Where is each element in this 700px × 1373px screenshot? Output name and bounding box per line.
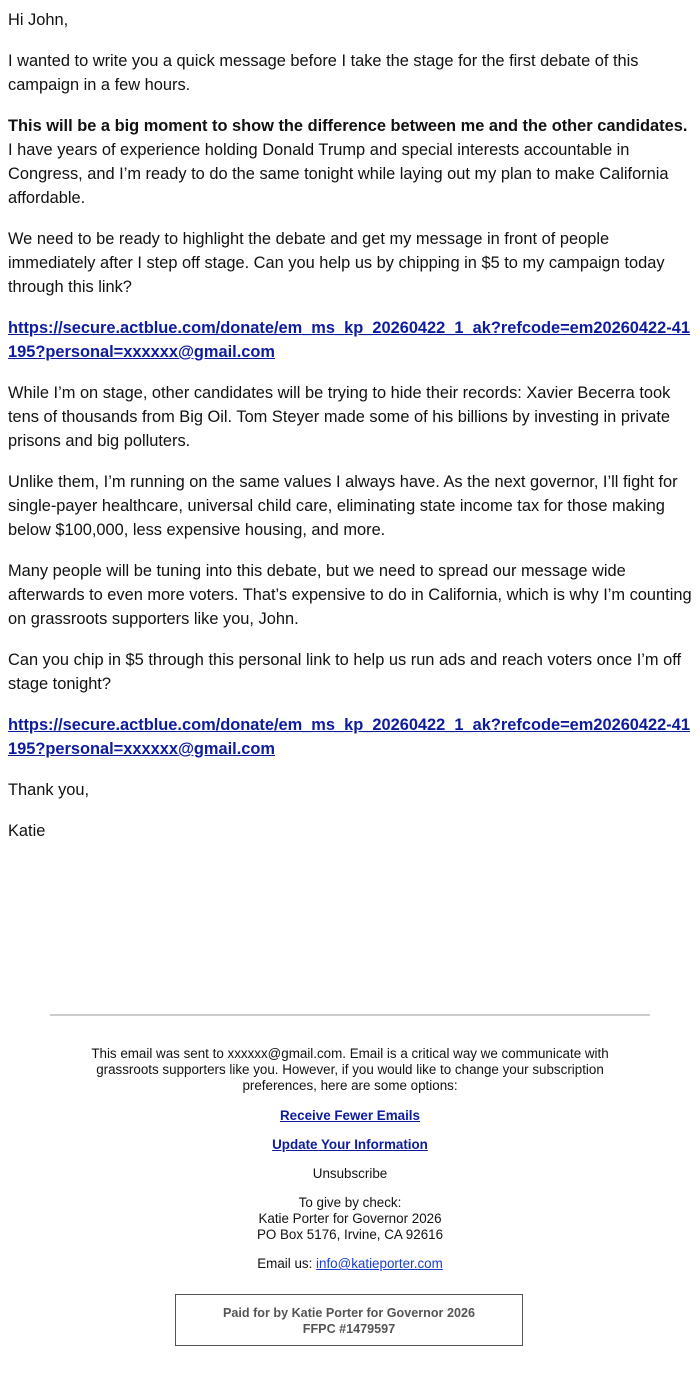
greeting: Hi John, [8,11,69,29]
paragraph-records: While I’m on stage, other candidates will be trying to hide their records: Xavier Becerra took tens of thousands from Big Oil. Tom Steyer made some of his billions by investing in private prisons and big polluters. [8,384,671,450]
paragraph-values: Unlike them, I’m running on the same values I always have. As the next governor, I’ll fight for single-payer healthcare, universal child care, eliminating state income tax for those making below $100,000, less expensive housing, and more. [8,473,678,539]
paragraph-ask: We need to be ready to highlight the debate and get my message in front of people immediately after I step off stage. Can you help us by chipping in $5 to my campaign today through this link? [8,230,665,296]
paragraph-bold-lead: This will be a big moment to show the difference between me and the other candidates. [8,117,688,135]
footer-intro: This email was sent to xxxxxx@gmail.com. Email is a critical way we communicate with grassroots supporters like you. However, if you would like to change your subscription preferences, here are some options: [91,1046,609,1093]
signoff: Thank you, [8,781,90,799]
donate-link-2[interactable]: https://secure.actblue.com/donate/em_ms_kp_20260422_1_ak?refcode=em20260422-41195?personal=xxxxxx@gmail.com [8,716,690,758]
check-heading: To give by check: [298,1195,402,1210]
check-address: PO Box 5176, Irvine, CA 92616 [256,1227,444,1242]
email-us-label: Email us: [257,1256,317,1271]
donate-link-1[interactable]: https://secure.actblue.com/donate/em_ms_kp_20260422_1_ak?refcode=em20260422-41195?personal=xxxxxx@gmail.com [8,319,690,361]
ffpc-id: FFPC #1479597 [302,1322,396,1336]
paragraph-intro: I wanted to write you a quick message before I take the stage for the first debate of this campaign in a few hours. [8,52,639,94]
footer-email-line [70,1256,630,1272]
donate-link-paragraph [8,316,694,364]
footer-receive-fewer [70,1108,630,1124]
paid-for-disclaimer [175,1294,523,1346]
email-footer [70,1046,630,1272]
paragraph-chip-in: Can you chip in $5 through this personal link to help us run ads and reach voters once I’m off stage tonight? [8,651,682,693]
footer-update-info [70,1137,630,1153]
signature: Katie [8,822,46,840]
contact-email-link[interactable]: info@katieporter.com [316,1256,443,1271]
unsubscribe-link[interactable]: Unsubscribe [312,1166,388,1181]
paragraph-debate-moment [8,114,694,210]
email-body [8,0,694,860]
donate-link-paragraph-2 [8,713,694,761]
paid-for-line: Paid for by Katie Porter for Governor 2026 [223,1306,475,1320]
paragraph-body: I have years of experience holding Donald Trump and special interests accountable in Congress, and I’m ready to do the same tonight while laying out my plan to make California affordable. [8,141,669,207]
paragraph-spread-message: Many people will be tuning into this debate, but we need to spread our message wide afterwards to even more voters. That’s expensive to do in California, which is why I’m counting on grassroots supporters like you, John. [8,562,692,628]
mailing-address [70,1195,630,1243]
update-information-link[interactable]: Update Your Information [272,1137,428,1152]
footer-divider [50,1014,650,1016]
check-payee: Katie Porter for Governor 2026 [258,1211,442,1226]
receive-fewer-emails-link[interactable]: Receive Fewer Emails [280,1108,420,1123]
